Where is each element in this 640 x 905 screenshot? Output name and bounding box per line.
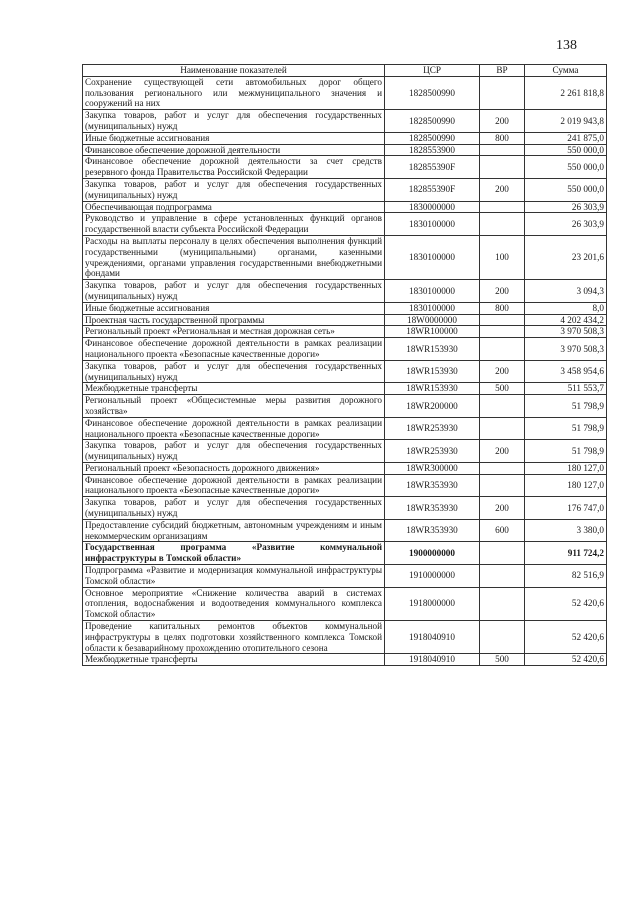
row-sum: 52 420,6 [525, 654, 607, 666]
row-csr: 1828553900 [385, 144, 480, 156]
table-row [83, 201, 607, 213]
table-body [83, 76, 607, 665]
table-row [83, 280, 607, 303]
row-csr: 1830000000 [385, 201, 480, 213]
row-vr: 600 [480, 519, 525, 542]
row-name: Межбюджетные трансферты [83, 383, 385, 395]
row-name: Межбюджетные трансферты [83, 654, 385, 666]
row-sum: 52 420,6 [525, 587, 607, 620]
row-sum: 51 798,9 [525, 395, 607, 418]
table-header-row [83, 65, 607, 77]
row-name: Закупка товаров, работ и услуг для обеспечения государственных (муниципальных) нужд [83, 360, 385, 383]
row-vr: 500 [480, 383, 525, 395]
table-row [83, 395, 607, 418]
row-name: Финансовое обеспечение дорожной деятельности в рамках реализации национального проекта «Безопасные качественные дороги» [83, 474, 385, 497]
row-name: Предоставление субсидий бюджетным, автономным учреждениям и иным некоммерческим организациям [83, 519, 385, 542]
row-name: Закупка товаров, работ и услуг для обеспечения государственных (муниципальных) нужд [83, 497, 385, 520]
row-name: Расходы на выплаты персоналу в целях обеспечения выполнения функций государственными (муниципальными) органами, казенными учреждениями, органами управления государственными внебюджетными фондами [83, 235, 385, 279]
row-csr: 1910000000 [385, 565, 480, 588]
row-name: Проведение капитальных ремонтов объектов коммунальной инфраструктуры в целях подготовки хозяйственного комплекса Томской области к безаварийному прохождению отопительного сезона [83, 621, 385, 654]
row-sum: 26 303,9 [525, 201, 607, 213]
row-csr: 1828500990 [385, 110, 480, 133]
table-row [83, 383, 607, 395]
row-sum: 550 000,0 [525, 144, 607, 156]
row-sum: 241 875,0 [525, 132, 607, 144]
row-vr [480, 201, 525, 213]
row-csr: 1830100000 [385, 302, 480, 314]
row-sum: 550 000,0 [525, 156, 607, 179]
row-csr: 1830100000 [385, 235, 480, 279]
row-vr [480, 542, 525, 565]
row-name: Иные бюджетные ассигнования [83, 302, 385, 314]
row-sum: 2 261 818,8 [525, 76, 607, 109]
row-vr [480, 474, 525, 497]
row-sum: 3 458 954,6 [525, 360, 607, 383]
header-sum: Сумма [525, 65, 607, 77]
row-csr: 1918000000 [385, 587, 480, 620]
row-sum: 3 970 508,3 [525, 326, 607, 338]
row-sum: 52 420,6 [525, 621, 607, 654]
row-csr: 18WR253930 [385, 440, 480, 463]
row-name: Финансовое обеспечение дорожной деятельности [83, 144, 385, 156]
table-row [83, 326, 607, 338]
row-sum: 180 127,0 [525, 462, 607, 474]
row-name: Региональный проект «Безопасность дорожного движения» [83, 462, 385, 474]
table-row [83, 144, 607, 156]
table-row [83, 654, 607, 666]
row-vr: 200 [480, 110, 525, 133]
row-vr [480, 621, 525, 654]
row-vr [480, 213, 525, 236]
row-vr: 100 [480, 235, 525, 279]
row-vr [480, 338, 525, 361]
row-sum: 2 019 943,8 [525, 110, 607, 133]
header-name: Наименование показателей [83, 65, 385, 77]
row-csr: 182855390F [385, 156, 480, 179]
table-row [83, 302, 607, 314]
row-vr: 200 [480, 497, 525, 520]
header-vr: ВР [480, 65, 525, 77]
row-csr: 1918040910 [385, 621, 480, 654]
row-name: Сохранение существующей сети автомобильных дорог общего пользования регионального или межмуниципального значения и сооружений на них [83, 76, 385, 109]
budget-table [82, 64, 607, 666]
header-csr: ЦСР [385, 65, 480, 77]
row-sum: 3 094,3 [525, 280, 607, 303]
table-row [83, 417, 607, 440]
row-vr [480, 314, 525, 326]
page-number: 138 [556, 38, 577, 53]
row-name: Региональный проект «Региональная и местная дорожная сеть» [83, 326, 385, 338]
row-sum: 550 000,0 [525, 178, 607, 201]
table-row [83, 76, 607, 109]
row-csr: 18WR153930 [385, 383, 480, 395]
row-vr [480, 326, 525, 338]
row-vr [480, 395, 525, 418]
row-vr [480, 156, 525, 179]
row-csr: 18W0000000 [385, 314, 480, 326]
row-sum: 23 201,6 [525, 235, 607, 279]
row-sum: 51 798,9 [525, 417, 607, 440]
table-row [83, 178, 607, 201]
row-name: Подпрограмма «Развитие и модернизация коммунальной инфраструктуры Томской области» [83, 565, 385, 588]
row-name: Закупка товаров, работ и услуг для обеспечения государственных (муниципальных) нужд [83, 280, 385, 303]
table-row [83, 587, 607, 620]
row-name: Закупка товаров, работ и услуг для обеспечения государственных (муниципальных) нужд [83, 110, 385, 133]
row-csr: 1900000000 [385, 542, 480, 565]
row-csr: 182855390F [385, 178, 480, 201]
row-vr: 800 [480, 302, 525, 314]
row-csr: 18WR353930 [385, 519, 480, 542]
row-vr [480, 565, 525, 588]
row-sum: 511 553,7 [525, 383, 607, 395]
row-name: Обеспечивающая подпрограмма [83, 201, 385, 213]
table-row [83, 519, 607, 542]
row-csr: 1830100000 [385, 280, 480, 303]
row-sum: 180 127,0 [525, 474, 607, 497]
row-sum: 3 380,0 [525, 519, 607, 542]
table-row [83, 474, 607, 497]
row-name: Основное мероприятие «Снижение количества аварий в системах отопления, водоснабжения и водоотведения коммунального комплекса Томской области» [83, 587, 385, 620]
row-csr: 18WR100000 [385, 326, 480, 338]
row-csr: 1828500990 [385, 132, 480, 144]
row-name: Закупка товаров, работ и услуг для обеспечения государственных (муниципальных) нужд [83, 440, 385, 463]
row-vr: 500 [480, 654, 525, 666]
row-csr: 1830100000 [385, 213, 480, 236]
row-csr: 18WR153930 [385, 338, 480, 361]
table-row [83, 110, 607, 133]
row-vr: 200 [480, 178, 525, 201]
table-row [83, 542, 607, 565]
table-row [83, 360, 607, 383]
row-csr: 18WR153930 [385, 360, 480, 383]
row-sum: 911 724,2 [525, 542, 607, 565]
row-csr: 1918040910 [385, 654, 480, 666]
row-csr: 18WR253930 [385, 417, 480, 440]
row-vr [480, 462, 525, 474]
table-row [83, 314, 607, 326]
row-name: Финансовое обеспечение дорожной деятельности в рамках реализации национального проекта «Безопасные качественные дороги» [83, 417, 385, 440]
table-row [83, 462, 607, 474]
table-row [83, 132, 607, 144]
row-sum: 51 798,9 [525, 440, 607, 463]
table-row [83, 235, 607, 279]
row-name: Проектная часть государственной программы [83, 314, 385, 326]
row-sum: 4 202 434,2 [525, 314, 607, 326]
row-sum: 3 970 508,3 [525, 338, 607, 361]
row-vr: 200 [480, 360, 525, 383]
row-csr: 18WR353930 [385, 474, 480, 497]
row-sum: 8,0 [525, 302, 607, 314]
row-name: Государственная программа «Развитие коммунальной инфраструктуры в Томской области» [83, 542, 385, 565]
row-vr [480, 144, 525, 156]
table-row [83, 440, 607, 463]
row-csr: 18WR353930 [385, 497, 480, 520]
row-name: Иные бюджетные ассигнования [83, 132, 385, 144]
row-name: Региональный проект «Общесистемные меры развития дорожного хозяйства» [83, 395, 385, 418]
table-row [83, 156, 607, 179]
table-row [83, 338, 607, 361]
row-sum: 82 516,9 [525, 565, 607, 588]
table-row [83, 497, 607, 520]
row-vr: 200 [480, 280, 525, 303]
row-vr [480, 587, 525, 620]
row-name: Финансовое обеспечение дорожной деятельности в рамках реализации национального проекта «Безопасные качественные дороги» [83, 338, 385, 361]
row-vr: 800 [480, 132, 525, 144]
row-vr [480, 76, 525, 109]
row-sum: 26 303,9 [525, 213, 607, 236]
row-sum: 176 747,0 [525, 497, 607, 520]
row-vr: 200 [480, 440, 525, 463]
row-csr: 18WR300000 [385, 462, 480, 474]
table-row [83, 565, 607, 588]
row-vr [480, 417, 525, 440]
row-csr: 18WR200000 [385, 395, 480, 418]
row-name: Закупка товаров, работ и услуг для обеспечения государственных (муниципальных) нужд [83, 178, 385, 201]
table-row [83, 213, 607, 236]
table-row [83, 621, 607, 654]
row-name: Финансовое обеспечение дорожной деятельности за счет средств резервного фонда Правительства Российской Федерации [83, 156, 385, 179]
row-csr: 1828500990 [385, 76, 480, 109]
row-name: Руководство и управление в сфере установленных функций органов государственной власти субъекта Российской Федерации [83, 213, 385, 236]
